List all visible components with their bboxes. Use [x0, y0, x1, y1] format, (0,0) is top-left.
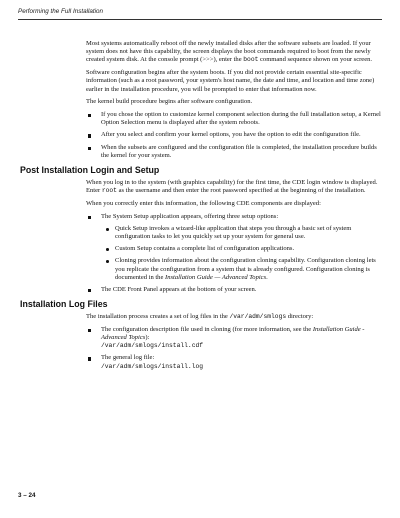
list-item: If you chose the option to customize kernel component selection during the full installation setup, a Kernel Option Selection menu is displayed after the system reboots. [101, 111, 382, 127]
square-bullet-icon [88, 329, 91, 332]
cde-bullet-list [0, 213, 400, 295]
reboot-text: Most systems automatically reboot off the newly installed disks after the software subsets are loaded. If your system does not have this capability, the screen displays the boot commands required to boot from the newly created system disk. At the console prompt (>>>), enter the [86, 40, 371, 64]
kernel-build-paragraph: The kernel build procedure begins after software configuration. [86, 98, 253, 106]
install-log-path: /var/adm/smlogs/install.log [101, 362, 204, 370]
software-config-paragraph: Software configuration begins after the system boots. If you did not provide certain essential site-specific information (such as a root password, your system's host name, the date and time, and location and time zone) earlier in the installation procedure, you will be prompted to enter that information now. [86, 69, 375, 93]
document-body [0, 40, 400, 375]
cde-components-paragraph: When you correctly enter this information, the following CDE components are displayed: [86, 199, 321, 207]
round-bullet-icon [106, 228, 109, 231]
list-item: Quick Setup invokes a wizard-like application that steps you through a basic set of system configuration tasks to let you quickly set up your system for general use. [115, 225, 381, 241]
login-paragraph: When you log in to the system (with graphics capability) for the first time, the CDE login window is displayed. Enter root as the username and then enter the root password specified at the beginning of the installation. [86, 178, 378, 195]
list-item: The general log file: /var/adm/smlogs/install.log [101, 354, 382, 370]
round-bullet-icon [106, 260, 109, 263]
square-bullet-icon [88, 216, 91, 219]
log-files-section-heading: Installation Log Files [20, 299, 108, 310]
list-item: Custom Setup contains a complete list of configuration applications. [115, 245, 381, 253]
guide-reference: Installation Guide - Advanced Topics [101, 325, 365, 342]
round-bullet-icon [106, 248, 109, 251]
list-item: The System Setup application appears, offering three setup options: Quick Setup invokes a wizard-like application that steps you through a basic set of system configuration tasks to let you quickly set up your system for general use. Custom Setup contains a complete list of configuration applications. Cloning provides information about the configuration cloning capability. Configuration cloning lets you replicate the configuration from a system that is already configured. Configuration cloning is documented in the Installation Guide — Advanced Topics. [101, 213, 382, 282]
root-username: root [101, 187, 117, 195]
square-bullet-icon [88, 147, 91, 150]
square-bullet-icon [88, 357, 91, 360]
list-item: When the subsets are configured and the configuration file is completed, the installation procedure builds the kernel for your system. [101, 144, 382, 160]
square-bullet-icon [88, 289, 91, 292]
login-section-heading: Post Installation Login and Setup [20, 164, 160, 175]
list-item: The CDE Front Panel appears at the bottom of your screen. [101, 286, 382, 294]
square-bullet-icon [88, 114, 91, 117]
smlogs-directory: /var/adm/smlogs [229, 313, 287, 321]
setup-options-list [101, 225, 382, 282]
guide-reference: Installation Guide — Advanced Topics [165, 273, 267, 281]
header-rule [18, 19, 382, 20]
reboot-text-end: command sequence shown on your screen. [260, 56, 373, 64]
install-cdf-path: /var/adm/smlogs/install.cdf [101, 342, 204, 350]
reboot-paragraph [86, 40, 382, 65]
kernel-bullet-list [0, 111, 400, 160]
page-number: 3 – 24 [18, 492, 36, 499]
running-header-title: Performing the Full Installation [18, 8, 104, 15]
list-item: The configuration description file used in cloning (for more information, see the Installation Guide - Advanced Topics): /var/adm/smlogs/install.cdf [101, 326, 382, 351]
square-bullet-icon [88, 134, 91, 137]
list-item: After you select and confirm your kernel options, you have the option to edit the configuration file. [101, 131, 382, 139]
log-files-paragraph: The installation process creates a set of log files in the /var/adm/smlogs directory: [86, 313, 314, 321]
boot-command: boot [243, 56, 259, 64]
log-files-list [0, 326, 400, 371]
list-item: Cloning provides information about the configuration cloning capability. Configuration cloning lets you replicate the configuration from a system that is already configured. Configuration cloning is documented in the Installation Guide — Advanced Topics. [115, 257, 381, 282]
